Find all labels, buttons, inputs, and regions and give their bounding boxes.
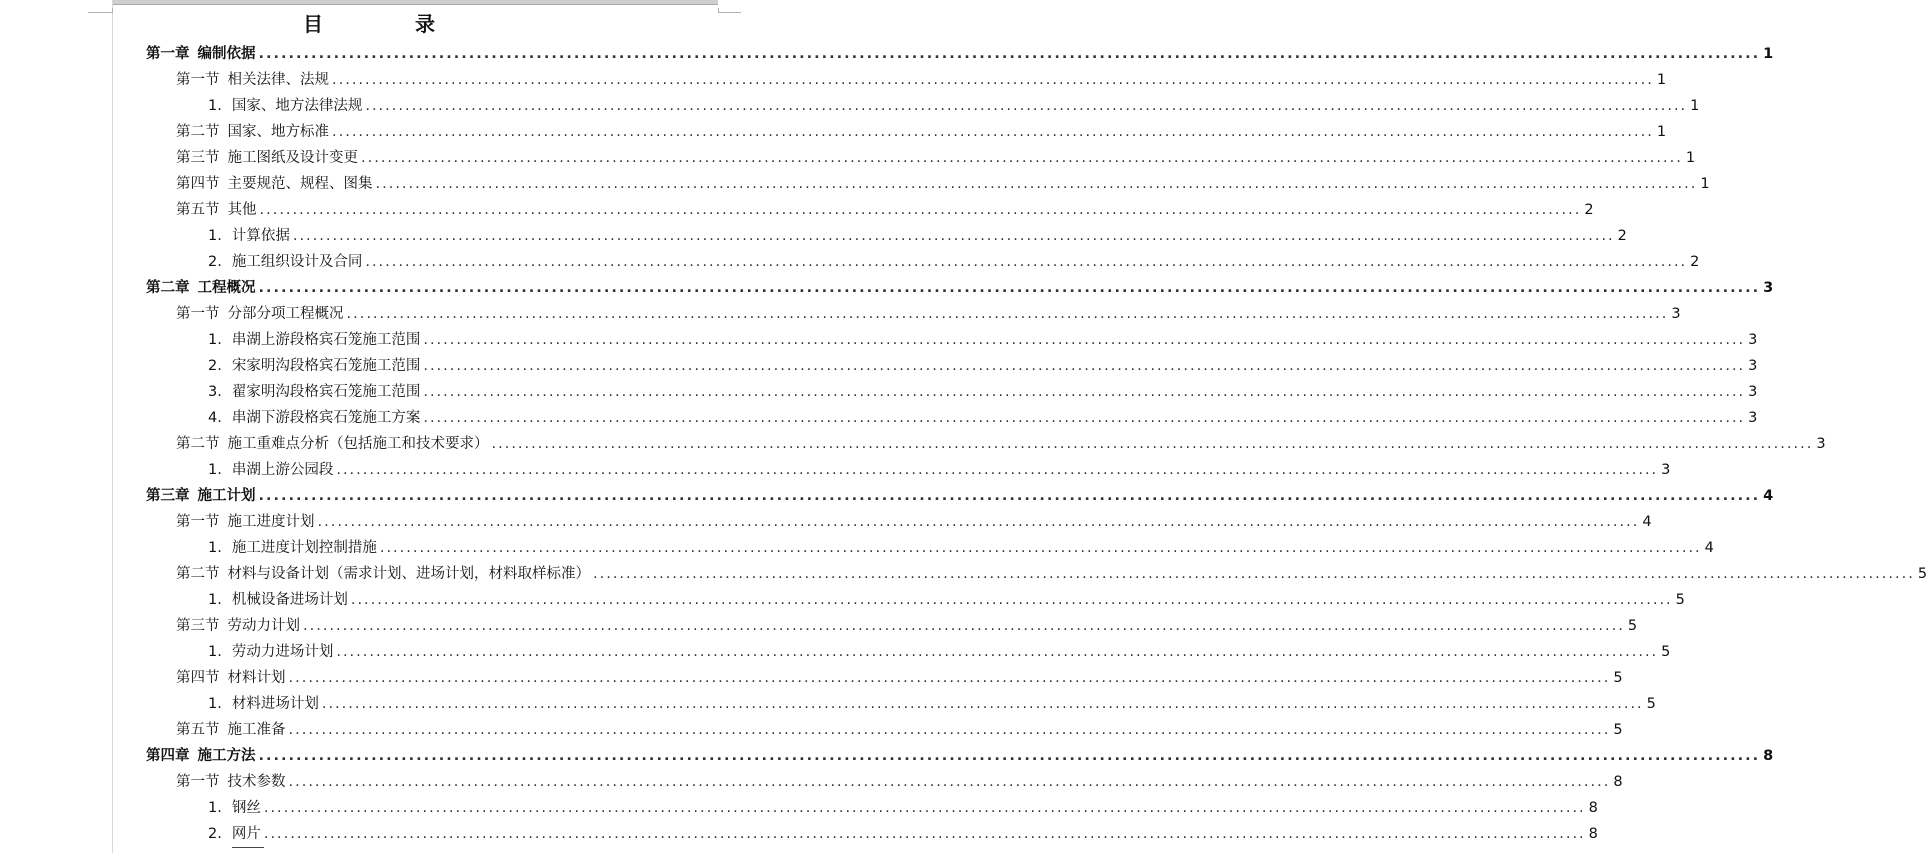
toc-entry[interactable] — [176, 68, 1667, 92]
toc-entry-number: 第一节 — [176, 72, 220, 88]
toc-page-number: 3 — [1763, 280, 1774, 296]
toc-entry[interactable] — [176, 562, 1927, 586]
toc-dot-leader: ........................................................................................................................................................................................................ — [593, 566, 1915, 582]
next-entry-cutoff — [232, 847, 264, 854]
toc-entry-number: 第五节 — [176, 202, 220, 218]
toc-entry-number: 4. — [208, 410, 222, 426]
toc-entry[interactable] — [146, 42, 1774, 66]
toc-entry-text: 施工重难点分析（包括施工和技术要求） — [227, 436, 489, 452]
toc-entry-number: 1. — [208, 98, 222, 114]
toc-entry-number: 1. — [208, 592, 222, 608]
toc-dot-leader: ........................................................................................................................................................................................................ — [332, 124, 1654, 140]
toc-entry-text: 钢丝 — [231, 800, 261, 816]
toc-entry-number: 2. — [208, 826, 222, 842]
toc-entry[interactable] — [208, 354, 1758, 378]
toc-entry-text: 施工进度计划控制措施 — [231, 540, 377, 556]
toc-page-number: 3 — [1816, 436, 1826, 452]
toc-entry[interactable] — [208, 250, 1700, 274]
toc-entry-text: 材料计划 — [227, 670, 286, 686]
toc-dot-leader: ........................................................................................................................................................................................................ — [336, 644, 1659, 660]
toc-entry-number: 第三章 — [146, 488, 190, 504]
toc-entry-text: 施工计划 — [197, 488, 256, 504]
toc-page-number: 3 — [1748, 384, 1758, 400]
toc-page-number: 5 — [1627, 618, 1638, 634]
toc-dot-leader: ........................................................................................................................................................................................................ — [336, 462, 1659, 478]
toc-dot-leader: ........................................................................................................................................................................................................ — [423, 358, 1746, 374]
toc-page-number: 4 — [1704, 540, 1714, 556]
toc-page-number: 5 — [1613, 722, 1623, 738]
toc-entry-text: 国家、地方标准 — [227, 124, 329, 140]
toc-entry[interactable] — [176, 172, 1710, 196]
toc-dot-leader: ........................................................................................................................................................................................................ — [263, 800, 1586, 816]
page-top-edge — [112, 0, 718, 5]
toc-entry[interactable] — [208, 536, 1714, 560]
toc-dot-leader: ........................................................................................................................................................................................................ — [423, 332, 1746, 348]
toc-dot-leader: ........................................................................................................................................................................................................ — [258, 280, 1761, 296]
toc-entry-number: 第一节 — [176, 306, 220, 322]
toc-page-number: 3 — [1748, 332, 1758, 348]
toc-page-number: 5 — [1661, 644, 1671, 660]
toc-entry[interactable] — [176, 120, 1667, 144]
toc-dot-leader: ........................................................................................................................................................................................................ — [332, 72, 1654, 88]
toc-entry-text: 材料与设备计划（需求计划、进场计划，材料取样标准） — [227, 566, 590, 582]
toc-dot-leader: ........................................................................................................................................................................................................ — [423, 384, 1746, 400]
toc-entry[interactable] — [208, 692, 1656, 716]
toc-dot-leader: ........................................................................................................................................................................................................ — [258, 46, 1761, 62]
toc-entry-number: 1. — [208, 644, 222, 660]
toc-page-number: 3 — [1661, 462, 1671, 478]
toc-entry-number: 第二节 — [176, 566, 220, 582]
toc-dot-leader: ........................................................................................................................................................................................................ — [379, 540, 1702, 556]
toc-entry[interactable] — [208, 224, 1627, 248]
toc-dot-leader: ........................................................................................................................................................................................................ — [258, 748, 1761, 764]
toc-entry-number: 1. — [208, 462, 222, 478]
toc-dot-leader: ........................................................................................................................................................................................................ — [365, 254, 1688, 270]
toc-page-number: 5 — [1613, 670, 1623, 686]
toc-entry-number: 第一节 — [176, 774, 220, 790]
toc-entry[interactable] — [208, 406, 1758, 430]
toc-dot-leader: ........................................................................................................................................................................................................ — [288, 722, 1611, 738]
toc-entry-number: 3. — [208, 384, 222, 400]
toc-entry-text: 劳动力进场计划 — [231, 644, 334, 660]
toc-entry[interactable] — [208, 458, 1671, 482]
toc-dot-leader: ........................................................................................................................................................................................................ — [263, 826, 1586, 842]
toc-entry[interactable] — [208, 822, 1598, 846]
toc-dot-leader: ........................................................................................................................................................................................................ — [361, 150, 1683, 166]
toc-entry-number: 1. — [208, 332, 222, 348]
toc-entry-number: 第一章 — [146, 46, 190, 62]
toc-entry[interactable] — [176, 146, 1696, 170]
toc-dot-leader: ........................................................................................................................................................................................................ — [321, 696, 1644, 712]
toc-entry[interactable] — [146, 276, 1774, 300]
toc-entry-number: 第五节 — [176, 722, 220, 738]
toc-page-number: 2 — [1690, 254, 1700, 270]
toc-page-number: 5 — [1675, 592, 1685, 608]
toc-entry-number: 第二节 — [176, 124, 220, 140]
toc-page-number: 8 — [1588, 800, 1598, 816]
toc-entry-text: 材料进场计划 — [231, 696, 319, 712]
toc-entry[interactable] — [208, 328, 1758, 352]
toc-entry-number: 第三节 — [176, 618, 220, 634]
toc-page-number: 1 — [1700, 176, 1710, 192]
toc-entry[interactable] — [208, 640, 1671, 664]
toc-entry-number: 第三节 — [176, 150, 220, 166]
toc-entry[interactable] — [176, 510, 1652, 534]
toc-entry-number: 第一节 — [176, 514, 220, 530]
toc-page-number: 1 — [1656, 124, 1667, 140]
toc-entry-number: 1. — [208, 800, 222, 816]
toc-entry-text: 施工组织设计及合同 — [231, 254, 363, 270]
toc-entry-text: 相关法律、法规 — [227, 72, 329, 88]
toc-page-number: 8 — [1763, 748, 1774, 764]
toc-page-number: 3 — [1748, 410, 1758, 426]
toc-entry-text: 宋家明沟段格宾石笼施工范围 — [231, 358, 421, 374]
toc-title: 目录 — [303, 12, 527, 36]
toc-entry-number: 1. — [208, 696, 222, 712]
toc-entry-text: 技术参数 — [227, 774, 286, 790]
toc-entry-text: 机械设备进场计划 — [231, 592, 348, 608]
toc-entry[interactable] — [208, 588, 1685, 612]
toc-entry-text: 网片 — [231, 826, 261, 842]
toc-entry-text: 主要规范、规程、图集 — [227, 176, 373, 192]
toc-entry-number: 第四章 — [146, 748, 190, 764]
toc-entry-number: 第四节 — [176, 176, 220, 192]
toc-entry-number: 第四节 — [176, 670, 220, 686]
toc-entry-text: 工程概况 — [197, 280, 256, 296]
toc-page-number: 3 — [1671, 306, 1681, 322]
toc-entry[interactable] — [176, 198, 1594, 222]
toc-page-number: 4 — [1763, 488, 1774, 504]
toc-page-number: 4 — [1642, 514, 1652, 530]
toc-entry-text: 串湖上游公园段 — [231, 462, 334, 478]
toc-entry[interactable] — [176, 302, 1681, 326]
toc-entry-text: 劳动力计划 — [227, 618, 300, 634]
toc-dot-leader: ........................................................................................................................................................................................................ — [288, 774, 1611, 790]
toc-page-number: 2 — [1584, 202, 1594, 218]
toc-entry-text: 施工方法 — [197, 748, 256, 764]
toc-page-number: 1 — [1685, 150, 1696, 166]
toc-entry-text: 翟家明沟段格宾石笼施工范围 — [231, 384, 421, 400]
toc-dot-leader: ........................................................................................................................................................................................................ — [259, 202, 1582, 218]
toc-entry-number: 1. — [208, 228, 222, 244]
toc-entry-text: 施工进度计划 — [227, 514, 315, 530]
toc-page-number: 1 — [1763, 46, 1774, 62]
toc-dot-leader: ........................................................................................................................................................................................................ — [350, 592, 1673, 608]
toc-dot-leader: ........................................................................................................................................................................................................ — [288, 670, 1611, 686]
toc-dot-leader: ........................................................................................................................................................................................................ — [423, 410, 1746, 426]
toc-entry[interactable] — [176, 770, 1623, 794]
toc-page-number: 5 — [1917, 566, 1927, 582]
toc-dot-leader: ........................................................................................................................................................................................................ — [375, 176, 1698, 192]
toc-page-number: 8 — [1588, 826, 1598, 842]
toc-entry-text: 其他 — [227, 202, 257, 218]
toc-page-number: 2 — [1617, 228, 1627, 244]
toc-entry-text: 编制依据 — [197, 46, 256, 62]
toc-entry-number: 2. — [208, 358, 222, 374]
toc-entry[interactable] — [176, 432, 1826, 456]
toc-entry[interactable] — [176, 718, 1623, 742]
toc-dot-leader: ........................................................................................................................................................................................................ — [303, 618, 1625, 634]
toc-page-number: 3 — [1748, 358, 1758, 374]
toc-dot-leader: ........................................................................................................................................................................................................ — [292, 228, 1615, 244]
toc-entry-text: 分部分项工程概况 — [227, 306, 344, 322]
toc-dot-leader: ........................................................................................................................................................................................................ — [317, 514, 1640, 530]
toc-entry-number: 第二节 — [176, 436, 220, 452]
toc-dot-leader: ........................................................................................................................................................................................................ — [491, 436, 1814, 452]
toc-entry-text: 串湖上游段格宾石笼施工范围 — [231, 332, 421, 348]
toc-entry[interactable] — [208, 796, 1598, 820]
toc-entry-text: 串湖下游段格宾石笼施工方案 — [231, 410, 421, 426]
toc-entry-number: 第二章 — [146, 280, 190, 296]
toc-entry[interactable] — [146, 744, 1774, 768]
toc-page-number: 5 — [1646, 696, 1656, 712]
toc-entry-number: 2. — [208, 254, 222, 270]
toc-page-number: 8 — [1613, 774, 1623, 790]
toc-entry[interactable] — [146, 484, 1774, 508]
toc-entry[interactable] — [208, 94, 1700, 118]
toc-entry-text: 国家、地方法律法规 — [231, 98, 363, 114]
toc-entry[interactable] — [176, 666, 1623, 690]
toc-dot-leader: ........................................................................................................................................................................................................ — [258, 488, 1761, 504]
toc-entry-text: 施工准备 — [227, 722, 286, 738]
toc-page-number: 1 — [1690, 98, 1700, 114]
page-left-edge — [112, 0, 113, 853]
toc-dot-leader: ........................................................................................................................................................................................................ — [365, 98, 1688, 114]
toc-entry-number: 1. — [208, 540, 222, 556]
toc-entry-text: 计算依据 — [231, 228, 290, 244]
toc-page-number: 1 — [1656, 72, 1667, 88]
toc-entry[interactable] — [208, 380, 1758, 404]
toc-entry[interactable] — [176, 614, 1638, 638]
toc-dot-leader: ........................................................................................................................................................................................................ — [346, 306, 1669, 322]
toc-entry-text: 施工图纸及设计变更 — [227, 150, 358, 166]
